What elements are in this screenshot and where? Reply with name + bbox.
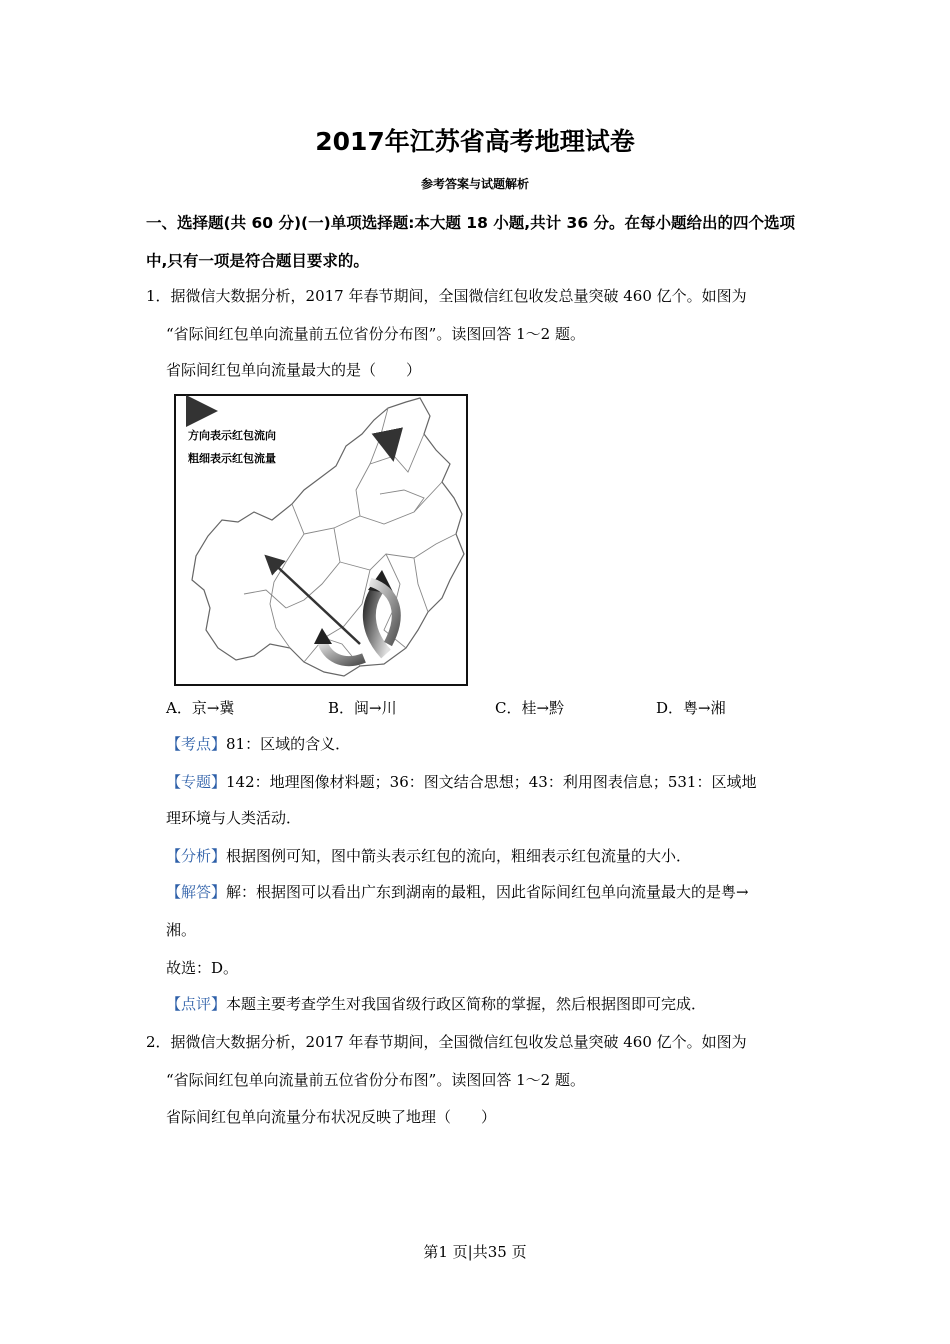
- q1-stem-line2: “省际间红包单向流量前五位省份分布图”。读图回答 1～2 题。: [166, 325, 585, 343]
- q1-number: 1．: [146, 287, 171, 305]
- red-envelope-flow-map: [174, 394, 468, 686]
- dianping-text: 本题主要考查学生对我国省级行政区简称的掌握，然后根据图即可完成．: [226, 995, 707, 1013]
- section-heading: 一、选择题(共 60 分)(一)单项选择题:本大题 18 小题,共计 36 分。在每小题给出的四个选项中,只有一项是符合题目要求的。: [146, 214, 796, 270]
- q2-question: 省际间红包单向流量分布状况反映了地理（ ）: [166, 1108, 497, 1126]
- q2-stem-text: 据微信大数据分析，2017 年春节期间，全国微信红包收发总量突破 460 亿个。如图为: [170, 1033, 747, 1051]
- q1-answer: 故选：D。: [166, 959, 239, 977]
- q1-jieda: [166, 882, 749, 902]
- q1-stem-text: 据微信大数据分析，2017 年春节期间，全国微信红包收发总量突破 460 亿个。如图为: [170, 287, 747, 305]
- q1-kaodian: [166, 734, 350, 754]
- kaodian-text: 81：区域的含义．: [226, 735, 351, 753]
- q1-zhuanti-line2: 理环境与人类活动．: [166, 809, 302, 827]
- q1-option-a: A．京→冀: [166, 699, 235, 717]
- jieda-text: 解：根据图可以看出广东到湖南的最粗，因此省际间红包单向流量最大的是粤→: [226, 883, 749, 901]
- q1-stem-line1: [146, 286, 747, 306]
- dianping-tag: 【点评】: [166, 995, 227, 1013]
- q1-option-d: D．粤→湘: [656, 699, 726, 717]
- fenxi-text: 根据图例可知，图中箭头表示红包的流向，粗细表示红包流量的大小．: [226, 847, 692, 865]
- page-footer: 第1 页|共35 页: [423, 1243, 527, 1261]
- zhuanti-text: 142：地理图像材料题；36：图文结合思想；43：利用图表信息；531：区域地: [226, 773, 757, 791]
- q2-stem-line2: “省际间红包单向流量前五位省份分布图”。读图回答 1～2 题。: [166, 1071, 585, 1089]
- q2-number: 2．: [146, 1033, 171, 1051]
- zhuanti-tag: 【专题】: [166, 773, 227, 791]
- q1-question: 省际间红包单向流量最大的是（ ）: [166, 361, 422, 379]
- map-legend-direction: 方向表示红包流向: [188, 429, 276, 442]
- jieda-tag: 【解答】: [166, 883, 227, 901]
- q1-fenxi: [166, 846, 691, 866]
- q1-option-b: B．闽→川: [328, 699, 397, 717]
- page-subtitle: 参考答案与试题解析: [420, 177, 529, 191]
- map-legend-thickness: 粗细表示红包流量: [188, 452, 276, 465]
- q2-stem-line1: [146, 1032, 747, 1052]
- q1-jieda-line2: 湘。: [166, 921, 197, 939]
- page-title: 2017年江苏省高考地理试卷: [315, 127, 635, 156]
- kaodian-tag: 【考点】: [166, 735, 227, 753]
- q1-zhuanti: [166, 772, 756, 792]
- q1-dianping: [166, 994, 706, 1014]
- q1-option-c: C．桂→黔: [495, 699, 565, 717]
- fenxi-tag: 【分析】: [166, 847, 227, 865]
